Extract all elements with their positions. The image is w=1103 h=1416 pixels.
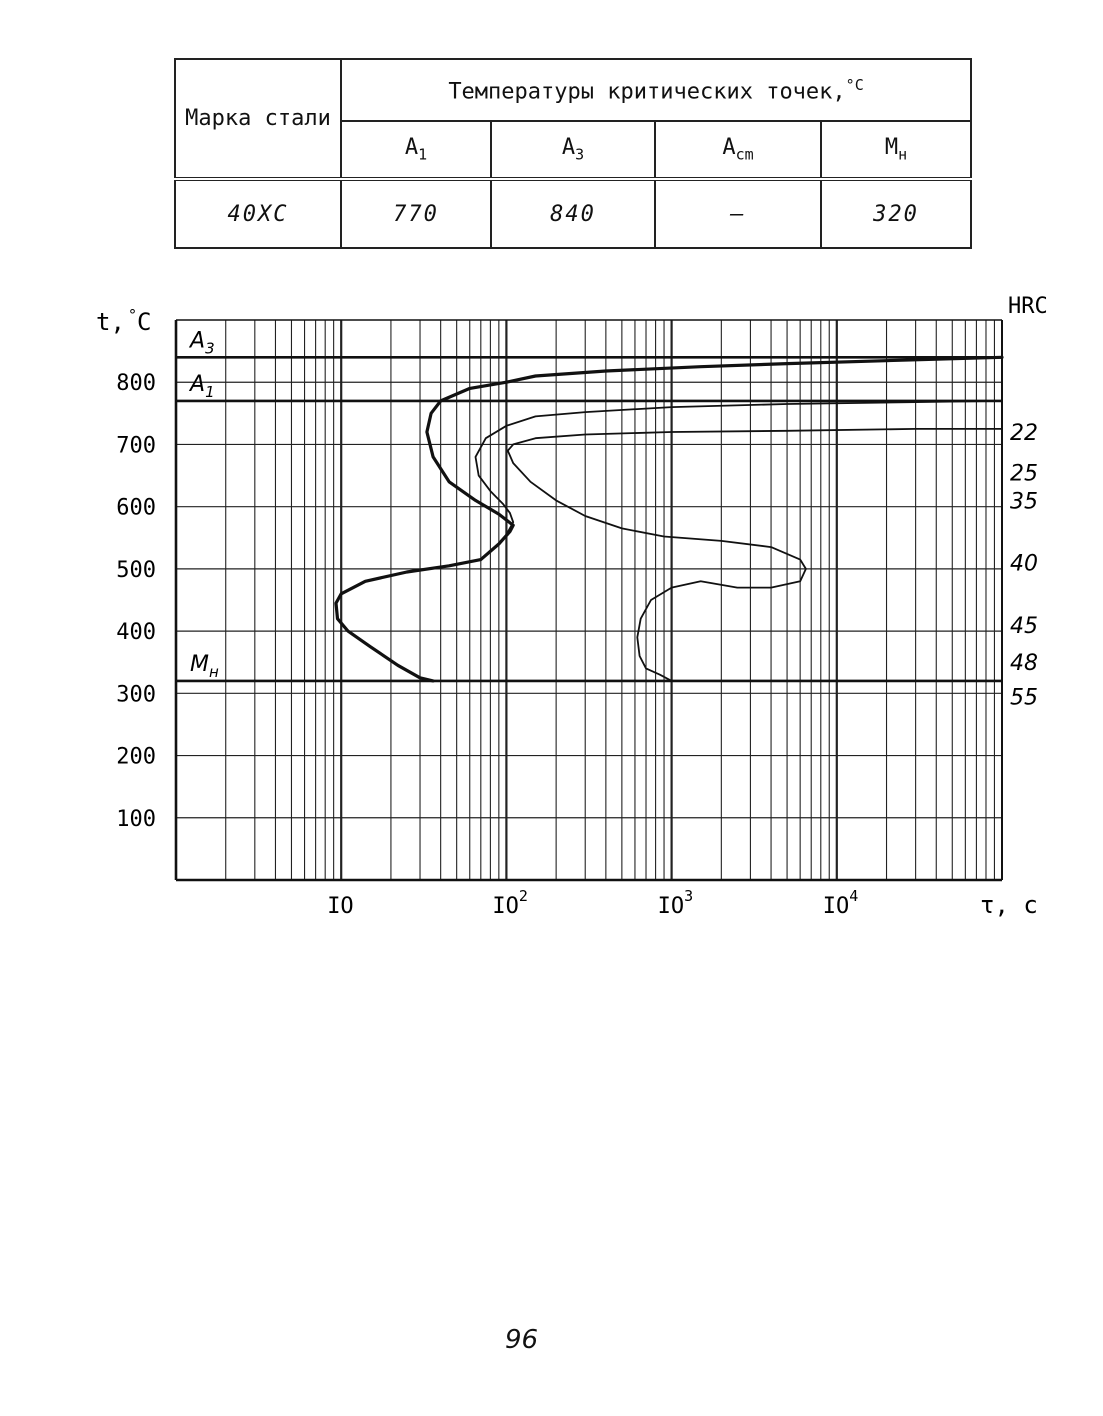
hrc-label: 35: [1010, 489, 1038, 515]
col-a1-base: A: [404, 135, 419, 161]
grade-header: Марка стали: [185, 105, 331, 131]
hrc-label: 45: [1010, 613, 1038, 639]
critical-line-label: $A_1$: [190, 371, 215, 401]
x-tick-label: $IO^4$: [822, 887, 859, 919]
hrc-label: 22: [1010, 421, 1038, 446]
y-tick-label: 200: [116, 744, 156, 770]
col-mn-base: M: [884, 135, 899, 161]
hrc-label: 25: [1010, 461, 1038, 487]
y-tick-label: 800: [116, 371, 156, 397]
temps-unit: °C: [845, 75, 864, 94]
col-a1-sub: 1: [418, 145, 428, 164]
x-tick-label: $IO^3$: [657, 887, 694, 919]
temps-header: Температуры критических точек,: [448, 79, 846, 105]
page-number: 96: [505, 1325, 539, 1355]
col-a3-sub: 3: [575, 145, 585, 164]
transformation-curve: [336, 357, 1002, 681]
row-acm-value: —: [655, 179, 821, 248]
transformation-curve: [508, 429, 1002, 681]
x-tick-label: IO: [327, 894, 354, 919]
y-tick-label: 500: [116, 557, 156, 583]
col-mn-sub: н: [898, 145, 908, 164]
critical-line-label: $A_3$: [190, 328, 215, 358]
x-axis-label: τ, с: [980, 891, 1038, 919]
row-grade: 40ХС: [175, 179, 341, 248]
row-mn-value: 320: [821, 179, 971, 248]
transformation-curve: [476, 401, 1003, 535]
y-tick-label: 300: [116, 682, 156, 708]
y-tick-label: 400: [116, 620, 156, 646]
col-a3-base: A: [561, 135, 576, 161]
hrc-axis-label: HRC: [1008, 294, 1048, 319]
y-tick-label: 100: [116, 806, 156, 832]
y-tick-label: 700: [116, 433, 156, 459]
col-acm-base: A: [722, 135, 736, 161]
critical-line-label: $M_н$: [190, 651, 219, 681]
row-a3-value: 840: [491, 179, 655, 248]
x-tick-label: $IO^2$: [492, 887, 528, 919]
row-a1-value: 770: [341, 179, 491, 248]
hrc-label: 48: [1010, 651, 1038, 677]
hrc-label: 40: [1010, 551, 1038, 577]
hrc-label: 55: [1010, 685, 1038, 711]
y-axis-label: t,: [96, 308, 125, 336]
col-acm-sub: cm: [735, 145, 754, 164]
y-axis-unit: °C: [128, 306, 152, 336]
y-tick-label: 600: [116, 495, 156, 521]
